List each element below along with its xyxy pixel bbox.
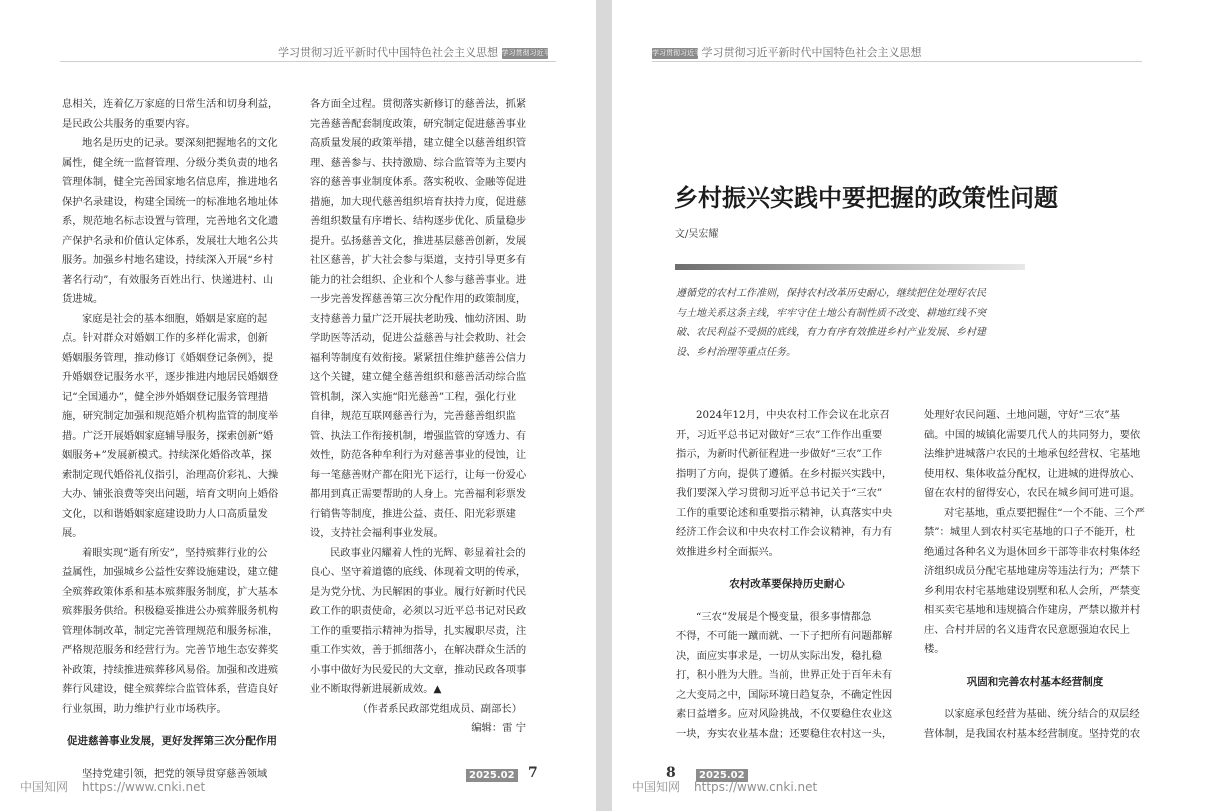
- abstract-line: 破、农民利益不受损的底线，有力有序有效推进乡村产业发展、乡村建: [676, 327, 986, 338]
- cnki-watermark: [632, 778, 817, 795]
- text-line: 使用权、集体收益分配权，让进城的进得放心、: [924, 467, 1141, 480]
- text-line: 一块，夯实农业基本盘；还要稳住农村这一头，: [676, 727, 893, 740]
- text-line: 各方面全过程。贯彻落实新修订的慈善法，抓紧: [310, 98, 527, 110]
- text-line: 息相关，连着亿万家庭的日常生活和切身利益，: [62, 98, 279, 110]
- text-line: 管理体制改革，制定完善管理规范和服务标准，: [62, 624, 279, 637]
- watermark-site: 中国知网: [20, 780, 69, 794]
- section-heading: 农村改革要保持历史耐心: [729, 578, 845, 590]
- issue-date-badge: 2025.02: [696, 769, 748, 782]
- text-line: 济组织成员分配宅基地建房等违法行为；严禁下: [924, 565, 1141, 577]
- section-heading: 巩固和完善农村基本经营制度: [966, 675, 1104, 688]
- text-line: 管理体制，健全完善国家地名信息库，推进地名: [62, 176, 279, 188]
- text-column-right-1: [676, 406, 898, 744]
- text-line: 效推进乡村全面振兴。: [676, 545, 779, 558]
- text-line: 姻服务+”发展新模式。持续深化婚俗改革，探: [62, 449, 272, 461]
- text-line: 2024年12月，中央农村工作会议在北京召: [696, 409, 890, 421]
- text-line: 善组织数量有序增长、结构逐步优化、质量稳步: [310, 215, 527, 227]
- text-line: 处理好农民问题、土地问题，守好“三农”基: [924, 409, 1120, 421]
- text-line: 之大变局之中，国际环境日趋复杂，不确定性因: [676, 688, 893, 701]
- column-logo: 学习贯彻习近平: [501, 48, 551, 57]
- text-line: 全殡葬政策体系和基本殡葬服务制度，扩大基本: [62, 585, 279, 598]
- text-line: 记“全国通办”，健全涉外婚姻登记服务管理措: [62, 390, 269, 403]
- text-line: 保护名录建设，构建全国统一的标准地名地址体: [62, 195, 279, 208]
- text-line: 指示，为新时代新征程进一步做好“三农”工作: [676, 448, 883, 460]
- running-header: [278, 44, 551, 60]
- text-line: 管机制，深入实施“阳光慈善”工程，强化行业: [310, 390, 517, 403]
- text-line: 益属性，加强城乡公益性安葬设施建设，建立健: [62, 566, 279, 578]
- text-line: 我们要深入学习贯彻习近平总书记关于“三农”: [676, 487, 883, 499]
- text-line: 施，研究制定加强和规范婚介机构监管的制度举: [62, 410, 279, 422]
- text-line: 索制定现代婚俗礼仪指引，治理高价彩礼、大操: [62, 468, 279, 481]
- text-line: 管、执法工作衔接机制，增强监管的穿透力、有: [310, 429, 527, 442]
- text-line: 完善慈善配套制度政策，研究制定促进慈善事业: [310, 117, 527, 130]
- text-line: 学助医等活动，促进公益慈善与社会救助、社会: [310, 332, 527, 344]
- header-title: 学习贯彻习近平新时代中国特色社会主义思想: [701, 46, 922, 59]
- text-line: 行业氛围，助力维护行业市场秩序。: [62, 702, 227, 715]
- editor-credit: 编辑：雷 宁: [471, 722, 526, 734]
- text-line: “三农”发展是个慢变量，很多事情都急: [696, 610, 872, 623]
- text-line: 提升。弘扬慈善文化，推进基层慈善创新，发展: [310, 234, 527, 247]
- issue-date-badge: 2025.02: [466, 769, 518, 782]
- text-line: 效性，防范各种牟利行为对慈善事业的侵蚀，让: [310, 449, 527, 461]
- text-line: 禁”：城里人到农村买宅基地的口子不能开，杜: [924, 526, 1136, 538]
- text-line: 葬行风建设，健全殡葬综合监管体系，营造良好: [62, 683, 279, 695]
- text-line: 容的慈善事业制度体系。落实税收、金融等促进: [310, 176, 527, 188]
- text-line: 指明了方向，提供了遵循。在乡村振兴实践中，: [676, 467, 893, 480]
- header-divider: [60, 61, 556, 62]
- text-line: 理、慈善参与、扶持激励、综合监管等为主要内: [310, 156, 527, 169]
- text-line: 法维护进城落户农民的土地承包经营权、宅基地: [924, 448, 1141, 460]
- text-column-right-2: [924, 406, 1146, 744]
- text-line: 服务。加强乡村地名建设，持续深入开展“乡村: [62, 254, 274, 266]
- text-line: 良心、坚守着道德的底线、体现着文明的传承，: [310, 566, 527, 578]
- text-line: 社区慈善，扩大社会参与渠道，支持引导更多有: [310, 254, 527, 266]
- text-line: 升婚姻登记服务水平，逐步推进内地居民婚姻登: [62, 371, 279, 383]
- text-line: 一步完善发挥慈善第三次分配作用的政策制度，: [310, 293, 527, 305]
- text-line: 民政事业闪耀着人性的光辉、彰显着社会的: [330, 546, 526, 559]
- text-line: 重工作实效，善于抓细落小，在解决群众生活的: [310, 644, 527, 656]
- text-line: 以家庭承包经营为基础、统分结合的双层经: [944, 708, 1140, 720]
- text-line: 工作的重要指示精神为指导，扎实履职尽责，注: [310, 624, 527, 637]
- cnki-watermark: [20, 778, 205, 795]
- text-line: 打，积小胜为大胜。当前，世界正处于百年未有: [676, 669, 893, 681]
- text-line: 高质量发展的政策举措，建立健全以慈善组织管: [310, 137, 527, 149]
- text-line: 产保护名录和价值认定体系，发展壮大地名公共: [62, 234, 279, 247]
- text-line: 础。中国的城镇化需要几代人的共同努力，要依: [924, 428, 1141, 441]
- watermark-site: 中国知网: [632, 780, 681, 794]
- text-line: 大办、铺张浪费等突出问题，培育文明向上婚俗: [62, 488, 279, 500]
- text-line: 工作的重要论述和重要指示精神，认真落实中央: [676, 506, 893, 519]
- text-column-left-2: [310, 95, 532, 739]
- header-divider: [652, 61, 1142, 62]
- watermark-url[interactable]: https://www.cnki.net: [694, 780, 818, 794]
- article-title: 乡村振兴实践中要把握的政策性问题: [674, 184, 1058, 212]
- text-line: 相买卖宅基地和违规搞合作建房，严禁以撤并村: [924, 604, 1141, 616]
- section-heading: 促进慈善事业发展，更好发挥第三次分配作用: [67, 735, 277, 747]
- text-line: 展。: [62, 527, 83, 539]
- text-line: 货进城。: [62, 293, 104, 305]
- text-line: 补政策，持续推进殡葬移风易俗。加强和改进殡: [62, 663, 279, 676]
- text-line: 婚姻服务管理，推动修订《婚姻登记条例》，提: [62, 351, 274, 364]
- watermark-url[interactable]: https://www.cnki.net: [82, 780, 206, 794]
- text-line: 家庭是社会的基本细胞，婚姻是家庭的起: [82, 312, 268, 325]
- text-line: 着眼实现“逝有所安”，坚持殡葬行业的公: [82, 546, 268, 559]
- text-line: 措施，加大现代慈善组织培育扶持力度，促进慈: [310, 195, 527, 208]
- right-page: [612, 0, 1209, 811]
- text-line: 决，面应实事求是，一切从实际出发，稳扎稳: [676, 649, 882, 662]
- author-note: （作者系民政部党组成员、副部长）: [357, 702, 522, 715]
- article-abstract: [676, 284, 1056, 362]
- text-line: 点。针对群众对婚姻工作的多样化需求，创新: [62, 332, 268, 344]
- text-line: 设，支持社会福利事业发展。: [310, 527, 444, 539]
- text-line: 小事中做好为民爱民的大文章，推动民政各项事: [310, 663, 527, 676]
- text-line: 属性，健全统一监督管理、分级分类负责的地名: [62, 156, 279, 169]
- text-line: 能力的社会组织、企业和个人参与慈善事业。进: [310, 273, 527, 286]
- text-line: 地名是历史的记录。要深刻把握地名的文化: [82, 137, 278, 149]
- text-line: 都用到真正需要帮助的人身上。完善福利彩票发: [310, 488, 527, 500]
- text-line: 对宅基地，重点要把握住“一个不能、三个严: [944, 506, 1145, 519]
- text-line: 经济工作会议和中央农村工作会议精神，有力有: [676, 526, 893, 538]
- text-line: 不得，不可能一蹴而就、一下子把所有问题都解: [676, 630, 893, 642]
- text-line: 绝通过各种名义为退休回乡干部等非农村集体经: [924, 545, 1141, 558]
- text-line: 开，习近平总书记对做好“三农”工作作出重要: [676, 428, 883, 441]
- column-logo: 学习贯彻习近平: [652, 48, 701, 57]
- text-line: 行销售等制度，推进公益、责任、阳光彩票建: [310, 507, 516, 520]
- text-line: 系，规范地名标志设置与管理，完善地名文化遗: [62, 215, 279, 227]
- text-line: 措。广泛开展婚姻家庭辅导服务，探索创新“婚: [62, 429, 274, 442]
- text-line: 庄、合村并居的名义违背农民意愿强迫农民上: [924, 623, 1130, 636]
- abstract-line: 与土地关系这条主线，牢牢守住土地公有制性质不改变、耕地红线不突: [676, 307, 986, 319]
- abstract-line: 设、乡村治理等重点任务。: [676, 346, 796, 358]
- text-line: 留在农村的留得安心，农民在城乡间可进可退。: [924, 487, 1141, 499]
- text-line: 每一笔慈善财产都在阳光下运行，让每一份爱心: [310, 468, 527, 481]
- text-line: 殡葬服务供给。积极稳妥推进公办殡葬服务机构: [62, 605, 279, 617]
- title-gradient-bar: [675, 264, 1025, 270]
- page-number: 8: [666, 765, 676, 781]
- running-header: [652, 44, 922, 60]
- text-line: 营体制，是我国农村基本经营制度。坚持党的农: [924, 727, 1141, 740]
- text-column-left-1: [62, 95, 282, 784]
- text-line: 政工作的职责使命，必须以习近平总书记对民政: [310, 605, 527, 617]
- text-line: 这个关键，建立健全慈善组织和慈善活动综合监: [310, 371, 527, 383]
- article-author: 文/吴宏耀: [675, 229, 719, 240]
- text-line: 文化，以和谐婚姻家庭建设助力人口高质量发: [62, 507, 268, 520]
- abstract-line: 遵循党的农村工作准则，保持农村改革历史耐心，继续把住处理好农民: [676, 288, 986, 299]
- text-line: 自律，规范互联网慈善行为，完善慈善组织监: [310, 410, 516, 422]
- header-title: 学习贯彻习近平新时代中国特色社会主义思想: [278, 46, 498, 59]
- page-number: 7: [528, 765, 538, 781]
- text-line: 支持慈善力量广泛开展扶老助残、恤幼济困、助: [310, 312, 527, 325]
- text-line: 乡利用农村宅基地建设别墅和私人会所，严禁变: [924, 584, 1141, 597]
- text-line: 是民政公共服务的重要内容。: [62, 117, 196, 130]
- text-line: 著名行动”，有效服务百姓出行、快递进村、山: [62, 273, 274, 286]
- text-line: 严格规范服务和经营行为。完善节地生态安葬奖: [62, 644, 279, 656]
- text-line: 业不断取得新进展新成效。▲: [310, 683, 442, 695]
- left-page: [0, 0, 596, 811]
- text-line: 福利等制度有效衔接。紧紧扭住维护慈善公信力: [310, 351, 527, 364]
- text-line: 楼。: [924, 643, 945, 655]
- text-line: 是为党分忧、为民解困的事业。履行好新时代民: [310, 585, 527, 598]
- text-line: 坚持党建引领，把党的领导贯穿慈善领域: [82, 767, 268, 780]
- text-line: 素日益增多。应对风险挑战，不仅要稳住农业这: [676, 708, 893, 720]
